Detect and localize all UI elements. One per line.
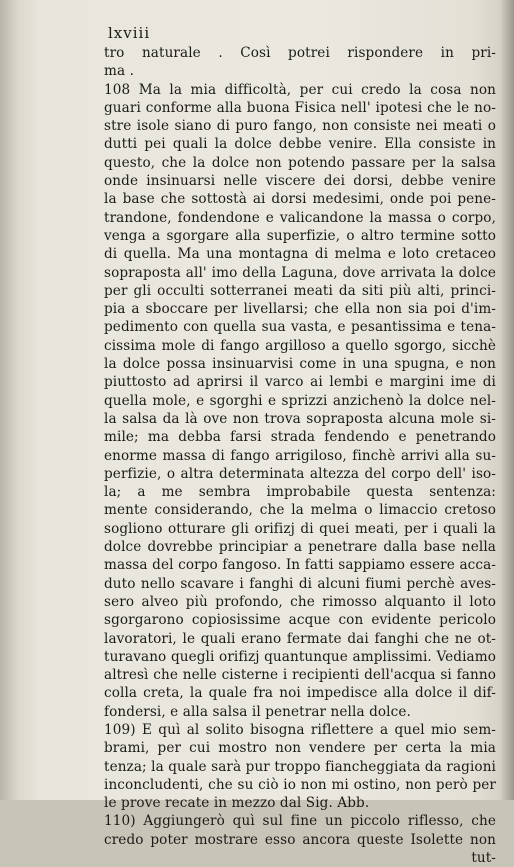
text-line: piuttosto ad aprirsi il varco ai lembi e margini ime di xyxy=(104,374,496,391)
text-line: la; a me sembra improbabile questa sentenza: xyxy=(104,484,496,501)
text-line: dolce dovrebbe principiar a penetrare dalla base nella xyxy=(104,539,496,556)
text-line: questo, che la dolce non potendo passare per la salsa xyxy=(104,154,496,171)
text-line: onde insinuarsi nelle viscere dei dorsi, debbe venire xyxy=(104,173,496,190)
page-edge-shadow xyxy=(500,0,514,800)
text-line: la dolce possa insinuarvisi come in una spugna, e non xyxy=(104,356,496,373)
text-line: 108 Ma la mia difficoltà, per cui credo la cosa non xyxy=(104,81,496,98)
text-line: per gli occulti sotterranei meati da siti più alti, princi- xyxy=(104,282,496,299)
text-line: quella mole, e sgorghi e sprizzi anzichenò la dolce nel- xyxy=(104,392,496,409)
text-line: sgorgarono copiosissime acque con evidente pericolo xyxy=(104,612,496,629)
text-line: colla creta, la quale fra noi impedisce alla dolce il dif- xyxy=(104,685,496,702)
text-line: stre isole siano di puro fango, non consiste nei meati o xyxy=(104,118,496,135)
text-line: 109) E quì al solito bisogna riflettere a quel mio sem- xyxy=(104,721,496,738)
text-line: di quella. Ma una montagna di melma e loto cretaceo xyxy=(104,246,496,263)
text-line: venga a sgorgare alla superfizie, o altro termine sotto xyxy=(104,227,496,244)
text-line: mile; ma debba farsi strada fendendo e penetrando xyxy=(104,429,496,446)
text-line: tenza; la quale sarà pur troppo fiancheggiata da ragioni xyxy=(104,758,496,775)
text-line: fondersi, e alla salsa il penetrar nella dolce. xyxy=(104,703,411,720)
text-line: brami, per cui mostro non vendere per certa la mia xyxy=(104,740,496,757)
text-line: enorme massa di fango arrigiloso, finchè arrivi alla su- xyxy=(104,447,496,464)
text-line: trandone, fondendone e valicandone la massa o corpo, xyxy=(104,209,496,226)
text-line: cissima mole di fango argilloso a quello sgorgo, sicchè xyxy=(104,337,496,354)
text-line: credo poter mostrare esso ancora queste Isolette non xyxy=(104,831,496,848)
text-line: duto nello scavare i fanghi di alcuni fiumi perchè aves- xyxy=(104,575,496,592)
text-line: tro naturale . Così potrei rispondere in pri- xyxy=(104,45,496,61)
text-line: la salsa da là ove non trova sopraposta alcuna mole si- xyxy=(104,410,496,427)
text-line: sopraposta all' imo della Laguna, dove arrivata la dolce xyxy=(104,264,496,281)
text-line: altresì che nelle cisterne i recipienti dell'acqua si fanno xyxy=(104,667,496,684)
text-line: 110) Aggiungerò quì sul fine un piccolo riflesso, che xyxy=(104,813,496,830)
text-line: guari conforme alla buona Fisica nell' ipotesi che le no- xyxy=(104,99,496,116)
text-line: mente considerando, che la melma o limaccio cretoso xyxy=(104,502,496,519)
text-line: ma . xyxy=(104,63,135,80)
text-line: inconcludenti, che su ciò io non mi ostino, non però per xyxy=(104,776,496,793)
text-line: perfizie, o altra determinata altezza del corpo dell' iso- xyxy=(104,465,496,482)
text-line: pia a sboccare per livellarsi; che ella non sia poi d'im- xyxy=(104,301,496,318)
text-line: dutti pei quali la dolce debbe venire. Ella consiste in xyxy=(104,136,496,153)
text-line: lavoratori, le quali erano fermate dai fanghi che ne ot- xyxy=(104,630,496,647)
text-line: le prove recate in mezzo dal Sig. Abb. xyxy=(104,795,370,812)
text-line: sero alveo più profondo, che rimosso alquanto il loto xyxy=(104,593,496,610)
text-line: pedimento con quella sua vasta, e pesantissima e tena- xyxy=(104,319,496,336)
text-line: sogliono otturare gli orifizj di quei meati, per i quali la xyxy=(104,520,496,537)
text-line: tut- xyxy=(471,850,496,867)
text-line: la base che sottostà ai dorsi medesimi, onde poi pene- xyxy=(104,191,496,208)
page-number: lxviii xyxy=(108,24,151,42)
text-line: massa del corpo fangoso. In fatti sappiamo essere acca- xyxy=(104,557,496,574)
body-text xyxy=(104,44,496,867)
text-line: turavano quegli orifizj quantunque amplissimi. Vediamo xyxy=(104,648,496,665)
